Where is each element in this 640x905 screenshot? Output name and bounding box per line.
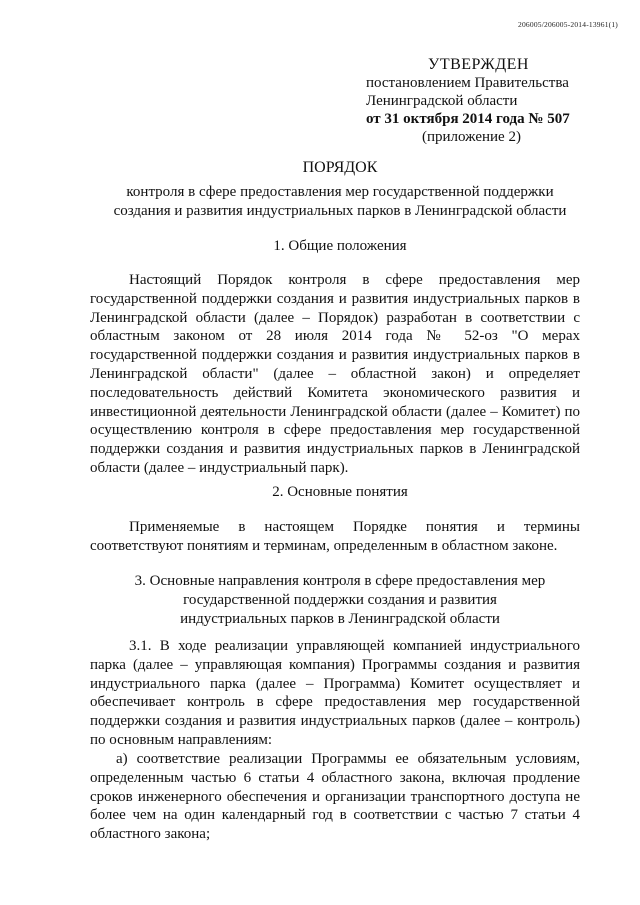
section-3-1-paragraph: 3.1. В ходе реализации управляющей компанией индустриального парка (далее – управляющая компания) Программы создания и развития индустриального парка (далее – Программа) Комитет осуществляет и обеспечивает контроль в сфере предоставления мер государственной поддержки создания и развития индустриальных парков (далее – контроль) по основным направлениям: (90, 638, 580, 748)
approval-block (366, 56, 616, 146)
subtitle-line-1: контроля в сфере предоставления мер государственной поддержки (126, 184, 554, 200)
approval-line-1: постановлением Правительства (366, 75, 569, 91)
approval-appendix: (приложение 2) (422, 129, 521, 145)
approval-line-2: Ленинградской области (366, 93, 518, 109)
section-3-heading (60, 572, 620, 629)
section-3-heading-line-3: индустриальных парков в Ленинградской области (180, 611, 500, 627)
section-1-paragraph: Настоящий Порядок контроля в сфере предоставления мер государственной поддержки создания и развития индустриальных парков в Ленинградской области (далее – Порядок) разработан в соответствии с областным законом от 28 июля 2014 года № 52-оз "О мерах государственной поддержки создания и развития индустриальных парков в Ленинградской области" (далее – областной закон) и определяет последовательность действий Комитета экономического развития и инвестиционной деятельности Ленинградской области (далее – Комитет) по осуществлению контроля в сфере предоставления мер государственной поддержки создания и развития индустриальных парков в Ленинградской области (далее – индустриальный парк). (90, 272, 580, 476)
section-2-paragraph: Применяемые в настоящем Порядке понятия и термины соответствуют понятиям и терминам, определенным в областном законе. (90, 519, 580, 554)
document-id-stamp: 206005/206005-2014-13961(1) (518, 20, 618, 29)
section-1-heading: 1. Общие положения (273, 238, 407, 254)
document-title: ПОРЯДОК (302, 159, 378, 176)
approval-date: от 31 октября 2014 года № 507 (366, 111, 570, 127)
subtitle-line-2: создания и развития индустриальных парков в Ленинградской области (113, 203, 567, 219)
document-subtitle (60, 183, 620, 221)
section-3-heading-line-2: государственной поддержки создания и развития (183, 592, 497, 608)
section-2-heading: 2. Основные понятия (272, 484, 408, 500)
approval-stamp-title: УТВЕРЖДЕН (428, 56, 529, 73)
section-3-item-a: а) соответствие реализации Программы ее обязательным условиям, определенным частью 6 статьи 4 областного закона, включая продление сроков инженерного обеспечения и организации транспортного доступа не более чем на один календарный год в соответствии с частью 7 статьи 4 областного закона; (90, 751, 580, 843)
section-3-heading-line-1: 3. Основные направления контроля в сфере предоставления мер (134, 573, 546, 589)
